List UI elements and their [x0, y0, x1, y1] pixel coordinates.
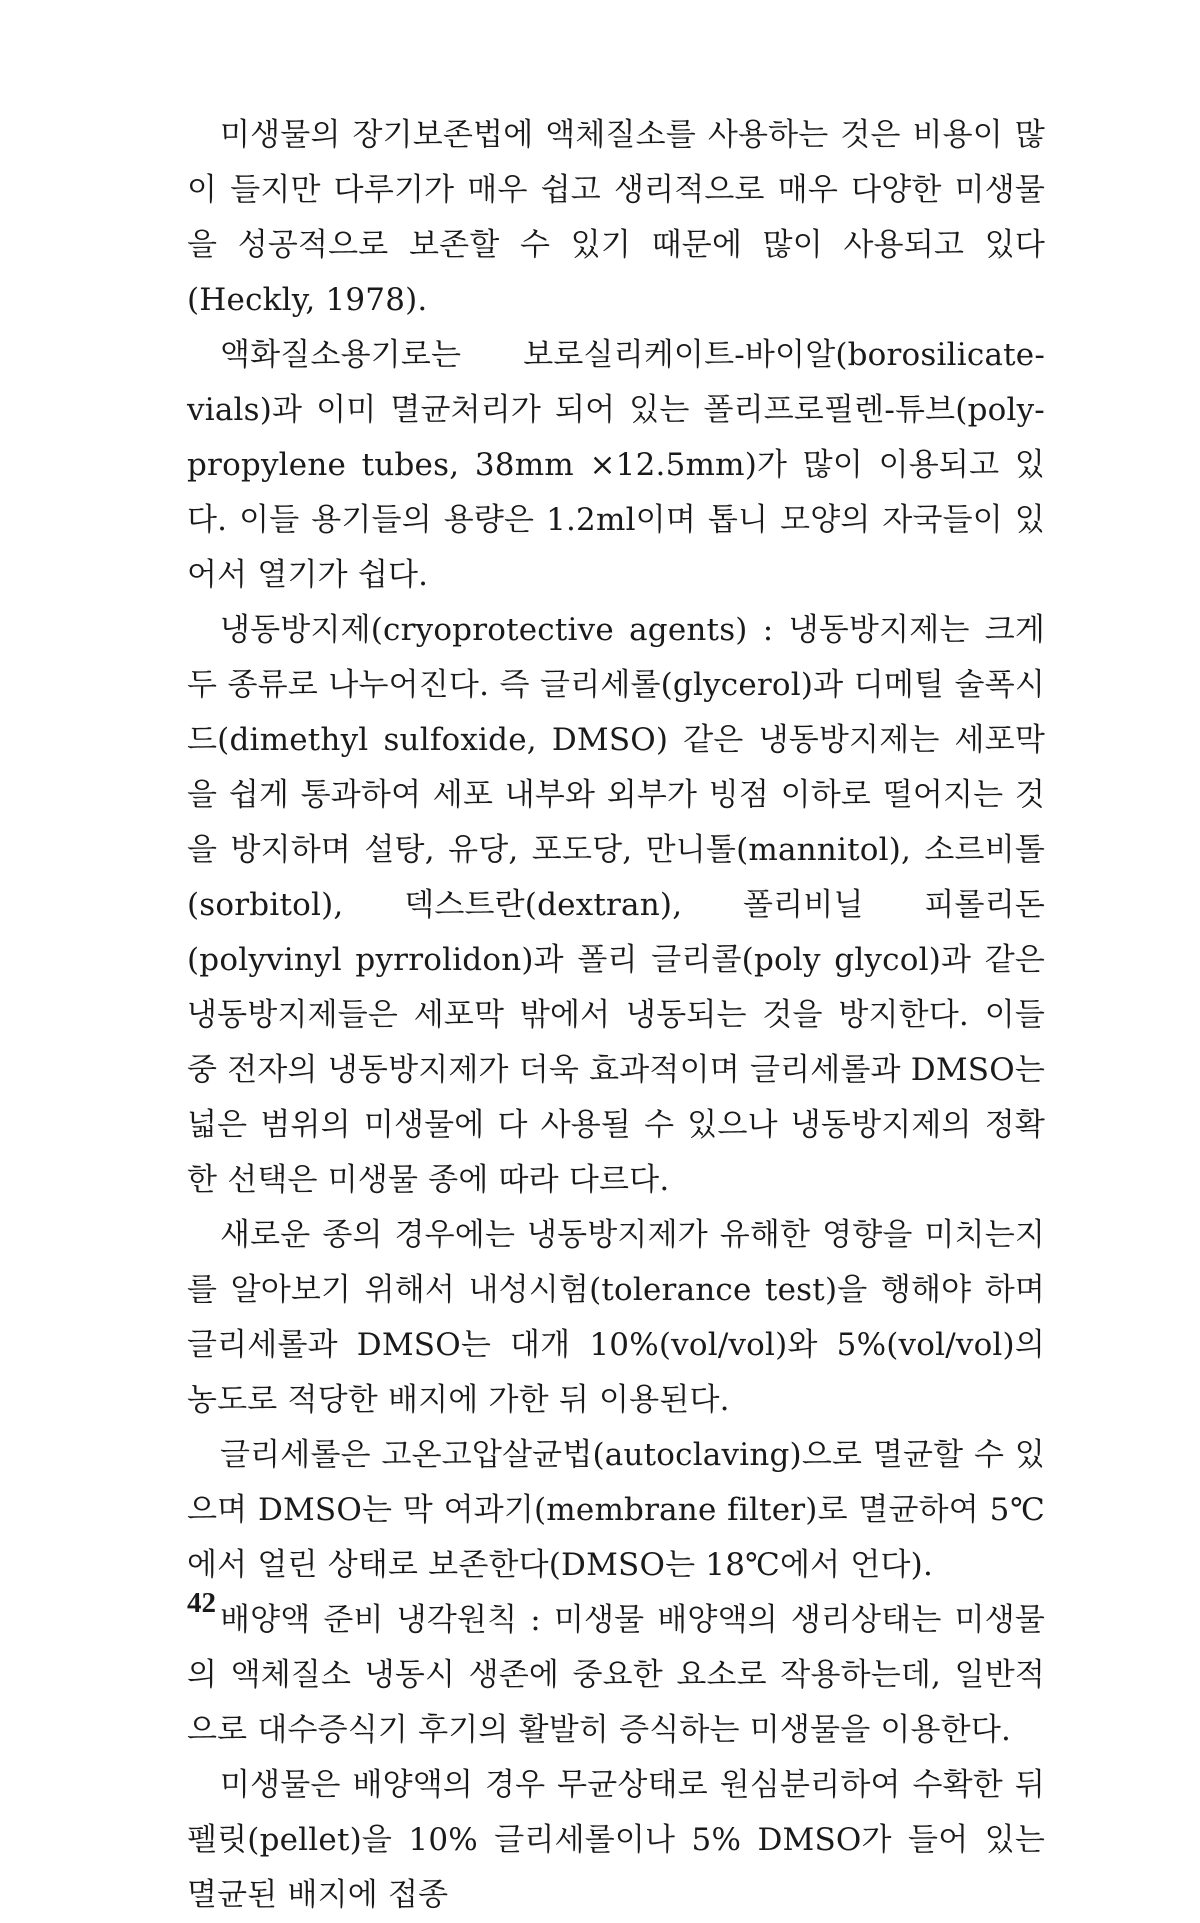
paragraph-sterilization: 글리세롤은 고온고압살균법(autoclaving)으로 멸균할 수 있으며 DMSO는 막 여과기(membrane filter)로 멸균하여 5℃에서 얼린 상태로 보존한다(DMSO는 18℃에서 언다).	[187, 1437, 1045, 1583]
paragraph-culture-preparation: 배양액 준비 냉각원칙 : 미생물 배양액의 생리상태는 미생물의 액체질소 냉동시 생존에 중요한 요소로 작용하는데, 일반적으로 대수증식기 후기의 활발히 증식하는 미생물을 이용한다.	[187, 1602, 1045, 1748]
paragraph-tolerance-test: 새로운 종의 경우에는 냉동방지제가 유해한 영향을 미치는지를 알아보기 위해서 내성시험(tolerance test)을 행해야 하며 글리세롤과 DMSO는 대개 10%(vol/vol)와 5%(vol/vol)의 농도로 적당한 배지에 가한 뒤 이용된다.	[187, 1217, 1045, 1418]
paragraph-containers: 액화질소용기로는 보로실리케이트-바이알(borosilicate-vials)과 이미 멸균처리가 되어 있는 폴리프로필렌-튜브(poly-propylene tubes, 38mm ×12.5mm)가 많이 이용되고 있다. 이들 용기들의 용량은 1.2ml이며 톱니 모양의 자국들이 있어서 열기가 쉽다.	[187, 337, 1045, 593]
paragraph-liquid-nitrogen-intro: 미생물의 장기보존법에 액체질소를 사용하는 것은 비용이 많이 들지만 다루기가 매우 쉽고 생리적으로 매우 다양한 미생물을 성공적으로 보존할 수 있기 때문에 많이 사용되고 있다(Heckly, 1978).	[187, 117, 1045, 318]
paragraph-cryoprotective-agents: 냉동방지제(cryoprotective agents) : 냉동방지제는 크게 두 종류로 나누어진다. 즉 글리세롤(glycerol)과 디메틸 술폭시드(dimethyl sulfoxide, DMSO) 같은 냉동방지제는 세포막을 쉽게 통과하여 세포 내부와 외부가 빙점 이하로 떨어지는 것을 방지하며 설탕, 유당, 포도당, 만니톨(mannitol), 소르비톨(sorbitol), 덱스트란(dextran), 폴리비닐 피롤리돈(polyvinyl pyrrolidon)과 폴리 글리콜(poly glycol)과 같은 냉동방지제들은 세포막 밖에서 냉동되는 것을 방지한다. 이들 중 전자의 냉동방지제가 더욱 효과적이며 글리세롤과 DMSO는 넓은 범위의 미생물에 다 사용될 수 있으나 냉동방지제의 정확한 선택은 미생물 종에 따라 다르다.	[187, 612, 1045, 1198]
paragraph-pellet: 미생물은 배양액의 경우 무균상태로 원심분리하여 수확한 뒤 펠릿(pellet)을 10% 글리세롤이나 5% DMSO가 들어 있는 멸균된 배지에 접종	[187, 1767, 1045, 1913]
page-body	[187, 108, 1045, 1913]
page-number: 42	[187, 1587, 216, 1619]
